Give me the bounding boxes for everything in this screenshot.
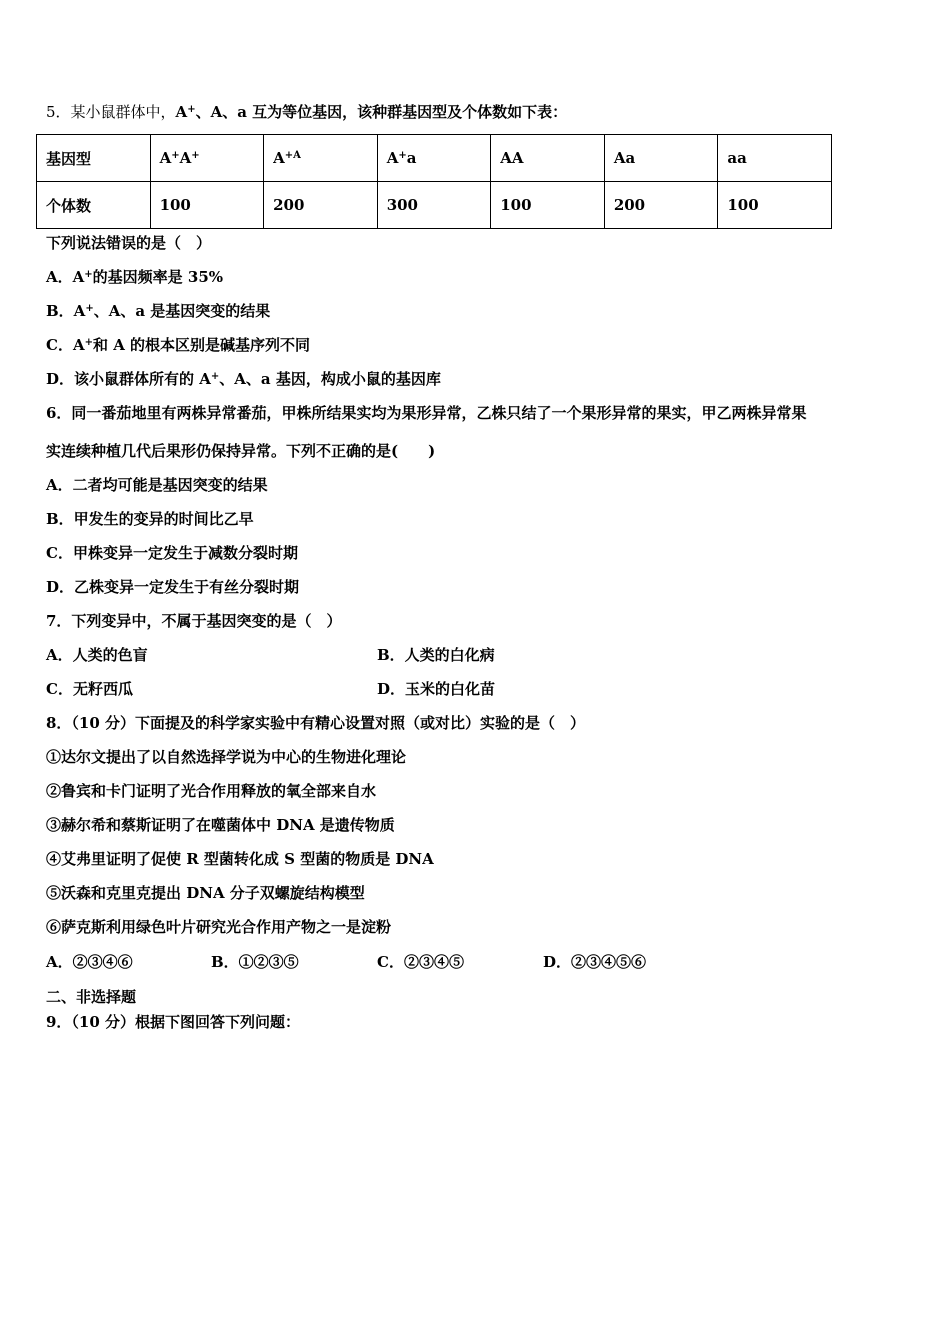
q6-option-b: B．甲发生的变异的时间比乙早 [46,510,254,528]
table-cell-count: 100 [150,182,264,229]
q8-item: ⑥萨克斯利用绿色叶片研究光合作用产物之一是淀粉 [46,918,392,936]
table-cell-count: 200 [604,182,718,229]
table-cell-genotype: AA [491,135,605,182]
q6-option-c: C．甲株变异一定发生于减数分裂时期 [46,544,298,562]
table-header-label: 基因型 [37,135,151,182]
q7-option-c: C．无籽西瓜 [46,680,133,698]
q9-stem: 9．（10 分）根据下图回答下列问题： [46,1013,301,1031]
q7-stem: 7．下列变异中，不属于基因突变的是（ ） [46,612,342,630]
q5-option-a: A．A+的基因频率是 35% [46,268,224,286]
q7-option-d: D．玉米的白化苗 [377,680,496,698]
q7-option-a: A．人类的色盲 [46,646,148,664]
table-cell-count: 200 [264,182,378,229]
q8-option-c: C．②③④⑤ [377,953,464,971]
q8-option-b: B．①②③⑤ [211,953,299,971]
q8-stem: 8．（10 分）下面提及的科学家实验中有精心设置对照（或对比）实验的是（ ） [46,714,586,732]
table-cell-count: 100 [718,182,832,229]
q7-option-b: B．人类的白化病 [377,646,495,664]
q6-option-d: D．乙株变异一定发生于有丝分裂时期 [46,578,300,596]
table-row-genotypes [37,135,832,182]
section-heading: 二、非选择题 [46,988,137,1006]
q5-stem: 5．某小鼠群体中，A+、A、a 互为等位基因，该种群基因型及个体数如下表： [46,103,568,121]
table-cell-count: 100 [491,182,605,229]
q8-item: ①达尔文提出了以自然选择学说为中心的生物进化理论 [46,748,407,766]
table-cell-genotype: A+a [377,135,491,182]
table-cell-genotype: aa [718,135,832,182]
table-cell-genotype: Aa [604,135,718,182]
q6-stem-line1: 6．同一番茄地里有两株异常番茄，甲株所结果实均为果形异常，乙株只结了一个果形异常的果实，甲乙两株异常果 [46,404,807,422]
q8-option-d: D．②③④⑤⑥ [543,953,647,971]
q5-option-c: C．A+和 A 的根本区别是碱基序列不同 [46,336,311,354]
q5-option-d: D．该小鼠群体所有的 A+、A、a 基因，构成小鼠的基因库 [46,370,441,388]
q8-option-a: A．②③④⑥ [46,953,133,971]
q8-item: ③赫尔希和蔡斯证明了在噬菌体中 DNA 是遗传物质 [46,816,395,834]
table-count-label: 个体数 [37,182,151,229]
table-cell-count: 300 [377,182,491,229]
table-row-counts [37,182,832,229]
q5-prompt: 下列说法错误的是（ ） [46,234,212,252]
table-cell-genotype: $A^{+A}$ [264,135,378,182]
q6-stem-line2: 实连续种植几代后果形仍保持异常。下列不正确的是( ) [46,442,436,460]
q5-option-b: B．A+、A、a 是基因突变的结果 [46,302,271,320]
genotype-table [36,134,832,229]
q8-item: ④艾弗里证明了促使 R 型菌转化成 S 型菌的物质是 DNA [46,850,434,868]
table-cell-genotype: A+A+ [150,135,264,182]
q6-option-a: A．二者均可能是基因突变的结果 [46,476,268,494]
q8-item: ⑤沃森和克里克提出 DNA 分子双螺旋结构模型 [46,884,365,902]
q8-item: ②鲁宾和卡门证明了光合作用释放的氧全部来自水 [46,782,377,800]
